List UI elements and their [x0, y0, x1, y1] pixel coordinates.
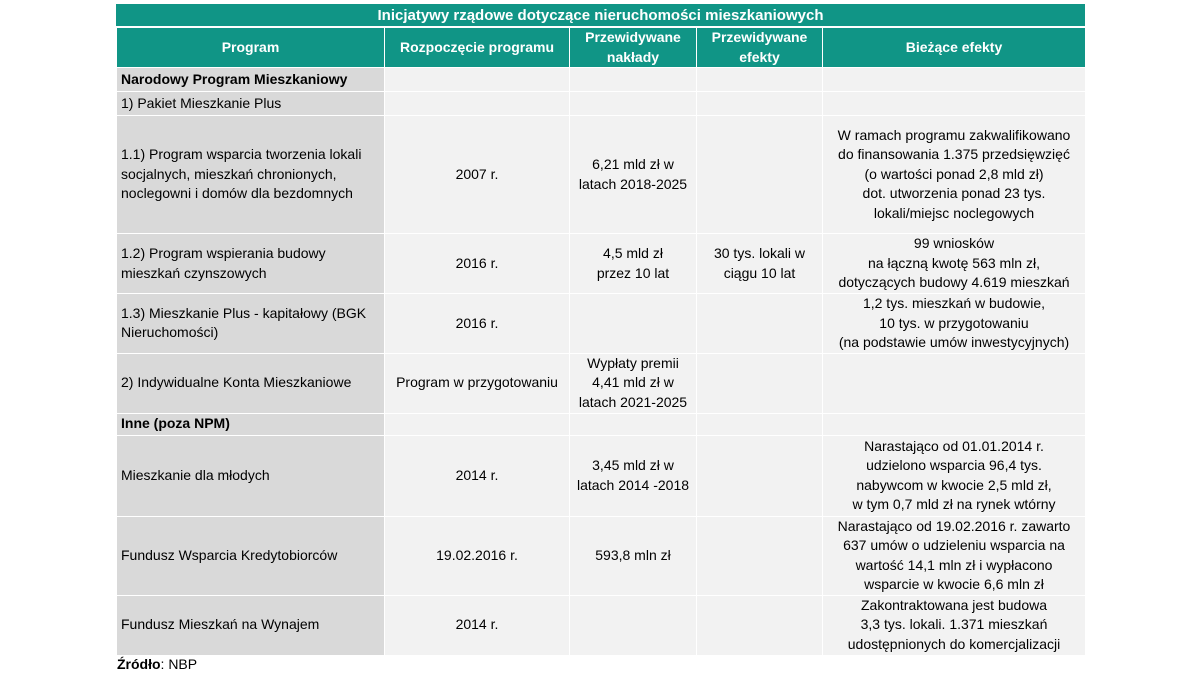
- cell-line: Inne (poza NPM): [121, 415, 230, 432]
- cell-current: [823, 435, 1086, 516]
- cell-line: 2016 r.: [455, 254, 499, 271]
- cell-line: socjalnych, mieszkań chronionych,: [121, 165, 337, 182]
- table-row: [117, 413, 1086, 435]
- cell-line: latach 2014 -2018: [576, 476, 690, 493]
- cell-effects: [697, 92, 823, 116]
- cell-start: [385, 68, 570, 92]
- cell-line: udzielono wsparcia 96,4 tys.: [866, 457, 1042, 473]
- cell-line: udostępnionych do komercjalizacji: [847, 635, 1061, 652]
- cell-effects: [697, 516, 823, 595]
- cell-cost: [570, 516, 697, 595]
- cell-line: 1,2 tys. mieszkań w budowie,: [862, 295, 1046, 311]
- cell-effects: [697, 234, 823, 294]
- cell-line: (na podstawie umów inwestycyjnych): [838, 334, 1070, 350]
- cell-line: Narastająco od 01.01.2014 r.: [864, 437, 1044, 454]
- cell-current: [823, 516, 1086, 595]
- cell-line: 2) Indywidualne Konta Mieszkaniowe: [121, 374, 352, 391]
- cell-program: [117, 595, 385, 655]
- cell-line: 3,3 tys. lokali. 1.371 mieszkań: [860, 616, 1048, 633]
- cell-cost: [570, 234, 697, 294]
- cell-line: W ramach programu zakwalifikowano: [837, 126, 1071, 143]
- cell-line: 2007 r.: [455, 165, 499, 182]
- cell-start: [385, 595, 570, 655]
- cell-cost: [570, 294, 697, 354]
- cell-effects: [697, 413, 823, 435]
- cell-start: [385, 92, 570, 116]
- cell-line: dotyczących budowy 4.619 mieszkań: [838, 274, 1070, 291]
- cell-start: [385, 353, 570, 413]
- table-row: [117, 92, 1086, 116]
- cell-line: 19.02.2016 r.: [436, 546, 518, 563]
- table-row: [117, 294, 1086, 354]
- cell-cost: [570, 92, 697, 116]
- cell-current: [823, 68, 1086, 92]
- table-row: [117, 435, 1086, 516]
- cell-start: [385, 234, 570, 294]
- cell-program: [117, 294, 385, 354]
- cell-effects: [697, 435, 823, 516]
- cell-current: [823, 234, 1086, 294]
- cell-line: 1.2) Program wspierania budowy: [121, 245, 326, 261]
- table-body: [117, 68, 1086, 656]
- cell-line: Zakontraktowana jest budowa: [861, 596, 1047, 613]
- header-current: Bieżące efekty: [823, 28, 1086, 68]
- cell-line: latach 2018-2025: [578, 175, 688, 192]
- table-row: [117, 234, 1086, 294]
- cell-program: [117, 435, 385, 516]
- table-row: [117, 116, 1086, 234]
- cell-cost: [570, 413, 697, 435]
- cell-line: 4,5 mld zł: [603, 245, 663, 261]
- header-effects: Przewidywane efekty: [697, 28, 823, 68]
- table-row: [117, 516, 1086, 595]
- cell-program: [117, 353, 385, 413]
- cell-start: [385, 116, 570, 234]
- cell-cost: [570, 116, 697, 234]
- table-row: [117, 353, 1086, 413]
- cell-start: [385, 413, 570, 435]
- cell-program: [117, 413, 385, 435]
- cell-line: Fundusz Mieszkań na Wynajem: [121, 616, 320, 633]
- table-title: Inicjatywy rządowe dotyczące nieruchomości mieszkaniowych: [116, 4, 1085, 27]
- cell-line: 99 wniosków: [913, 235, 995, 252]
- cell-line: 30 tys. lokali w: [713, 245, 806, 261]
- cell-line: 1.1) Program wsparcia tworzenia lokali: [121, 146, 362, 163]
- cell-line: 1.3) Mieszkanie Plus - kapitałowy (BGK: [121, 304, 367, 321]
- cell-cost: [570, 435, 697, 516]
- cell-line: lokali/miejsc noclegowych: [873, 204, 1035, 221]
- cell-line: noclegowni i domów dla bezdomnych: [121, 185, 353, 202]
- cell-line: dot. utworzenia ponad 23 tys.: [862, 185, 1046, 202]
- cell-line: latach 2021-2025: [578, 393, 688, 410]
- cell-current: [823, 294, 1086, 354]
- cell-line: Program w przygotowaniu: [396, 374, 558, 391]
- cell-line: 637 umów o udzieleniu wsparcia na: [843, 537, 1065, 553]
- cell-line: Narastająco od 19.02.2016 r. zawarto: [837, 517, 1071, 534]
- cell-line: mieszkań czynszowych: [121, 264, 267, 281]
- cell-line: 593,8 mln zł: [595, 546, 671, 563]
- header-program: Program: [117, 28, 385, 68]
- cell-cost: [570, 595, 697, 655]
- cell-line: 3,45 mld zł w: [592, 457, 674, 473]
- cell-effects: [697, 294, 823, 354]
- cell-cost: [570, 353, 697, 413]
- cell-current: [823, 116, 1086, 234]
- cell-line: 2014 r.: [455, 466, 499, 483]
- cell-line: w tym 0,7 mld zł na rynek wtórny: [852, 496, 1056, 512]
- header-row: [117, 28, 1086, 68]
- source-value: : NBP: [160, 656, 198, 672]
- cell-line: Nieruchomości): [121, 324, 219, 341]
- cell-line: (o wartości ponad 2,8 mld zł): [864, 165, 1044, 182]
- cell-line: ciągu 10 lat: [723, 264, 796, 281]
- cell-line: Mieszkanie dla młodych: [121, 466, 270, 483]
- cell-line: 2014 r.: [455, 616, 499, 633]
- cell-line: 1) Pakiet Mieszkanie Plus: [121, 94, 282, 111]
- cell-line: 10 tys. w przygotowaniu: [879, 314, 1029, 331]
- cell-current: [823, 413, 1086, 435]
- cell-line: 6,21 mld zł w: [592, 156, 674, 172]
- programs-table: [116, 27, 1086, 656]
- cell-current: [823, 92, 1086, 116]
- cell-line: na łączną kwotę 563 mln zł,: [868, 254, 1040, 271]
- cell-line: przez 10 lat: [596, 264, 670, 281]
- cell-program: [117, 516, 385, 595]
- cell-current: [823, 595, 1086, 655]
- cell-line: nabywcom w kwocie 2,5 mld zł,: [856, 476, 1052, 493]
- cell-effects: [697, 595, 823, 655]
- cell-line: Wypłaty premii: [587, 354, 679, 371]
- cell-current: [823, 353, 1086, 413]
- header-cost: Przewidywane nakłady: [570, 28, 697, 68]
- cell-line: Fundusz Wsparcia Kredytobiorców: [121, 546, 338, 563]
- cell-program: [117, 92, 385, 116]
- cell-line: 4,41 mld zł w: [592, 374, 674, 391]
- table-row: [117, 595, 1086, 655]
- cell-program: [117, 68, 385, 92]
- source-note: [117, 656, 197, 672]
- table-container: [116, 4, 1085, 656]
- cell-start: [385, 294, 570, 354]
- cell-line: wartość 14,1 mln zł i wypłacono: [855, 556, 1053, 573]
- source-label: Źródło: [117, 656, 161, 672]
- cell-start: [385, 516, 570, 595]
- cell-effects: [697, 116, 823, 234]
- cell-start: [385, 435, 570, 516]
- header-start: Rozpoczęcie programu: [385, 28, 570, 68]
- cell-effects: [697, 68, 823, 92]
- cell-program: [117, 234, 385, 294]
- cell-cost: [570, 68, 697, 92]
- cell-line: do finansowania 1.375 przedsięwzięć: [838, 146, 1070, 163]
- cell-line: wsparcie w kwocie 6,6 mln zł: [864, 576, 1044, 592]
- cell-program: [117, 116, 385, 234]
- table-row: [117, 68, 1086, 92]
- cell-line: Narodowy Program Mieszkaniowy: [121, 70, 348, 87]
- cell-effects: [697, 353, 823, 413]
- cell-line: 2016 r.: [455, 314, 499, 331]
